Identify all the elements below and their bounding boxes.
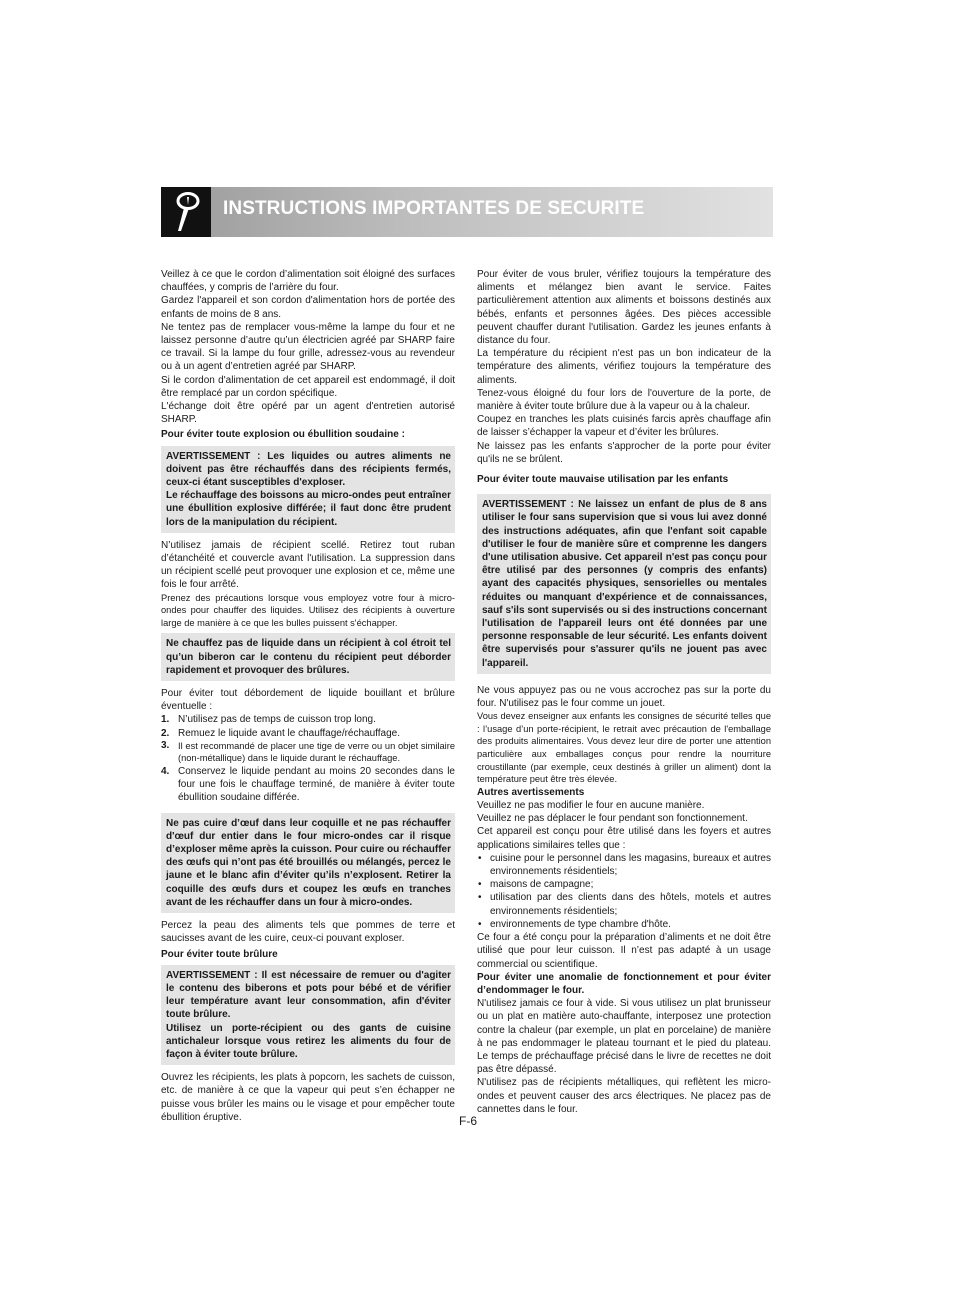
page-number: F-6	[459, 1114, 477, 1128]
paragraph: Cet appareil est conçu pour être utilisé dans les foyers et autres applications similaires telles que :	[477, 826, 771, 851]
section-heading: Pour éviter une anomalie de fonctionnement et pour éviter d’endommager le four.	[477, 971, 771, 996]
paragraph: Coupez en tranches les plats cuisinés farcis après chauffage afin de laisser s’échapper la vapeur et d’éviter les brûlures.	[477, 414, 771, 439]
warning-box	[161, 633, 455, 681]
warning-text: Le réchauffage des boissons au micro-ondes peut entraîner une ébullition explosive différée; il faut donc être prudent lors de la manipulation du récipient.	[166, 490, 451, 528]
paragraph: Veillez à ce que le cordon d’alimentation soit éloigné des surfaces chauffées, y compris de l’arrière du four.	[161, 269, 455, 294]
paragraph: Prenez des précautions lorsque vous employez votre four à micro-ondes pour chauffer des liquides. Utilisez des récipients à ouverture large de manière à ce que les bulles puissent s'échapper.	[161, 592, 455, 628]
list-text: Conservez le liquide pendant au moins 20 secondes dans le four une fois le chauffage terminé, de manière à éviter toute ébullition soudaine différée.	[178, 766, 455, 804]
list-text: N’utilisez pas de temps de cuisson trop long.	[178, 714, 376, 726]
warning-text: AVERTISSEMENT : Il est nécessaire de remuer ou d'agiter le contenu des biberons et pots pour bébé et de vérifier leur température avant leur consommation, afin d'éviter toute brûlure.	[166, 969, 451, 1021]
section-heading: Pour éviter toute brûlure	[161, 948, 278, 960]
paragraph: Si le cordon d'alimentation de cet appareil est endommagé, il doit être remplacé par un cordon spécifique.	[161, 374, 455, 399]
warning-box	[161, 965, 455, 1065]
paragraph: Ouvrez les récipients, les plats à popcorn, les sachets de cuisson, etc. de manière à ce que la vapeur qui peut s’en échapper ne puisse vous brûler les mains ou le visage et pour empêcher toute ébullition éruptive.	[161, 1072, 455, 1123]
warning-exclamation-icon	[161, 187, 211, 237]
paragraph: Vous devez enseigner aux enfants les consignes de sécurité telles que : l’usage d’un porte-récipient, le retrait avec précaution de l'emballage des produits alimentaires. Vous devez leur dire de porter une attention particulière aux emballages conçus pour rendre la nourriture croustillante (par exemple, ceux destinés à griller un aliment) dont la température peut être très élevée.	[477, 711, 771, 785]
section-heading: Pour éviter toute mauvaise utilisation par les enfants	[477, 474, 729, 486]
list-item	[161, 740, 455, 765]
list-item: • utilisation par des clients dans des hôtels, motels et autres environnements résidentiels;	[477, 891, 771, 917]
list-number: 3.	[161, 739, 170, 751]
paragraph: Gardez l'appareil et son cordon d'alimentation hors de portée des enfants de moins de 8 ans.	[161, 295, 455, 320]
paragraph: Pour éviter tout débordement de liquide bouillant et brûlure éventuelle :	[161, 688, 455, 713]
numbered-list	[161, 713, 455, 804]
warning-box	[477, 494, 771, 674]
warning-text: AVERTISSEMENT : Ne laissez un enfant de plus de 8 ans utiliser le four sans supervision que si vous lui avez donné des instructions adéquates, afin que l'enfant soit capable d'utiliser le four de manière sûre et comprenne les dangers d'une utilisation abusive. Cet appareil n'est pas conçu pour être utilisé par des personnes (y compris des enfants) ayant des capacités physiques, sensorielles ou mentales réduites ou manquant d'expérience et de connaissances, sauf s'ils sont supervisés ou si des instructions concernant l'utilisation de l'appareil leurs ont été données par une personne responsable de leur sécurité. Les enfants doivent être supervisés pour s'assurer qu'ils ne jouent pas avec l'appareil.	[482, 499, 767, 669]
paragraph: Tenez-vous éloigné du four lors de l'ouverture de la porte, de manière à éviter toute brûlure due à la vapeur ou à la chaleur.	[477, 387, 771, 413]
page-title: INSTRUCTIONS IMPORTANTES DE SECURITE	[223, 198, 645, 219]
warning-text: Ne pas cuire d’œuf dans leur coquille et ne pas réchauffer d'œuf dur entier dans le four micro-ondes car il risque d’exploser même après la cuisson. Pour cuire ou réchauffer des œufs qui n’ont pas été brouillés ou mélangés, percez le jaune et le blanc afin d’éviter qu’ils n’explosent. Retirer la coquille des œufs durs et coupez les œufs en tranches avant de les réchauffer dans un four à micro-ondes.	[166, 817, 451, 908]
list-text: Il est recommandé de placer une tige de verre ou un objet similaire (non-métallique) dans le liquide durant le réchauffage.	[178, 740, 455, 764]
section-header	[161, 187, 773, 237]
paragraph: Ce four a été conçu pour la préparation d’aliments et ne doit être utilisé que pour leur cuisson. Il n’est pas adapté à un usage commercial ou scientifique.	[477, 932, 771, 970]
section-heading: Pour éviter toute explosion ou ébullition soudaine :	[161, 429, 405, 441]
list-item	[161, 765, 455, 805]
warning-box	[161, 446, 455, 533]
paragraph: Veuillez ne pas modifier le four en aucune manière.	[477, 800, 705, 812]
bullet-list	[477, 852, 771, 931]
left-column	[161, 268, 455, 1124]
paragraph: La température du récipient n'est pas un bon indicateur de la température des aliments, vérifiez toujours la température des aliments.	[477, 348, 771, 386]
list-item: • cuisine pour le personnel dans les magasins, bureaux et autres environnements résidentiels;	[477, 852, 771, 878]
paragraph: Veuillez ne pas déplacer le four pendant son fonctionnement.	[477, 813, 748, 825]
list-item	[161, 713, 455, 726]
paragraph: Pour éviter de vous bruler, vérifiez toujours la température des aliments et mélangez bien avant le service. Faites particulièrement attention aux aliments et boissons destinés aux bébés, enfants et personnes âgées. Des pièces accessible peuvent chauffer durant l'utilisation. Gardez les jeunes enfants à distance du four.	[477, 269, 771, 347]
list-number: 1.	[161, 714, 170, 726]
spacer	[477, 466, 771, 471]
paragraph: L'échange doit être opéré par un agent d'entretien autorisé SHARP.	[161, 401, 455, 426]
warning-text: Ne chauffez pas de liquide dans un récipient à col étroit tel qu’un biberon car le contenu du récipient peut déborder rapidement et provoquer des brûlures.	[166, 638, 451, 676]
paragraph: Percez la peau des aliments tels que pommes de terre et saucisses avant de les cuire, ceux-ci pouvant exploser.	[161, 920, 455, 945]
list-number: 4.	[161, 766, 170, 778]
paragraph: N'utilisez pas de récipients métalliques, qui reflètent les micro-ondes et peuvent causer des arcs électriques. Ne placez pas de cannettes dans le four.	[477, 1077, 771, 1115]
list-number: 2.	[161, 727, 170, 739]
paragraph: Ne vous appuyez pas ou ne vous accrochez pas sur la porte du four. N'utilisez pas le four comme un jouet.	[477, 684, 771, 710]
paragraph: Ne laissez pas les enfants s'approcher de la porte pour éviter qu'ils ne se brûlent.	[477, 440, 771, 465]
warning-text: AVERTISSEMENT : Les liquides ou autres aliments ne doivent pas être réchauffés dans des récipients fermés, ceux-ci étant susceptibles d'exploser.	[166, 450, 451, 489]
section-heading: Autres avertissements	[477, 786, 585, 798]
paragraph: N’utilisez jamais de récipient scellé. Retirez tout ruban d’étanchéité et couvercle avant l'utilisation. La suppression dans un récipient scellé peut provoquer une explosion et ce, même une fois le four arrêté.	[161, 539, 455, 591]
paragraph: Ne tentez pas de remplacer vous-même la lampe du four et ne laissez personne d’autre qu’un électricien agréé par SHARP faire ce travail. Si la lampe du four grille, adressez-vous au revendeur ou à un agent d’entretien agréé par SHARP.	[161, 321, 455, 373]
warning-box	[161, 813, 455, 913]
list-text: Remuez le liquide avant le chauffage/réchauffage.	[178, 727, 401, 739]
paragraph: N'utilisez jamais ce four à vide. Si vous utilisez un plat brunisseur ou un plat en matière auto-chauffante, interposez une protection contre la chaleur (par exemple, un plat en porcelaine) de manière à ne pas endommager le plateau tournant et le pied du plateau. Le temps de préchauffage précisé dans le livre de recettes ne doit pas être dépassé.	[477, 998, 771, 1076]
list-item: • maisons de campagne;	[477, 878, 771, 891]
list-item	[161, 727, 455, 740]
right-column	[477, 268, 771, 1116]
warning-text: Utilisez un porte-récipient ou des gants de cuisine antichaleur lorsque vous retirez les aliments du four de façon à éviter toute brûlure.	[166, 1022, 451, 1060]
list-item: • environnements de type chambre d'hôte.	[477, 918, 771, 931]
